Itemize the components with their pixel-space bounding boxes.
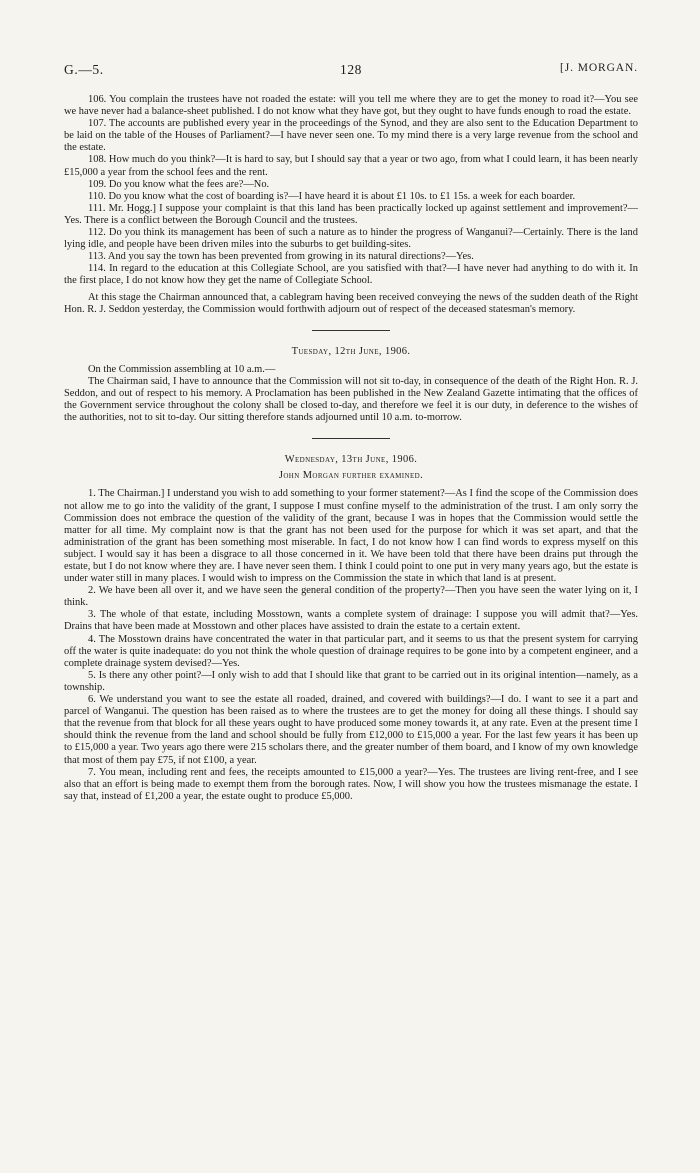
paragraph-q107: 107. The accounts are published every year in the proceedings of the Synod, and they are also sent to the Education Department to be laid on the table of the Houses of Parliament?—I have never seen one. To my mind there is a very large revenue from the school and the estate. — [64, 118, 638, 154]
paragraph-q106: 106. You complain the trustees have not roaded the estate: will you tell me where they are to get the money to road it?—You see we have never had a balance-sheet published. I do not know what they have got, but they ought to have funds enough to road the estate. — [64, 94, 638, 118]
paragraph-q112: 112. Do you think its management has been of such a nature as to hinder the progress of Wanganui?—Certainly. There is the land lying idle, and people have been driven miles into the suburbs to get building-sites. — [64, 227, 638, 251]
section-heading-wednesday: Wednesday, 13th June, 1906. — [284, 454, 418, 466]
adjournment-note: At this stage the Chairman announced that, a cablegram having been received conveying the news of the sudden death of the Right Hon. R. J. Seddon yesterday, the Commission would forthwith adjourn out of respect of the deceased statesman's memory. — [64, 291, 638, 315]
paragraph-q4: 4. The Mosstown drains have concentrated the water in that particular part, and it seems to us that the present system for carrying off the water is quite inadequate: do you not think the whole question of drainage requires to be gone into by a competent engineer, and a complete drainage system devised?—Yes. — [64, 633, 638, 669]
paragraph-assembling: On the Commission assembling at 10 a.m.— — [88, 363, 276, 375]
paragraph-q108: 108. How much do you think?—It is hard to say, but I should say that a year or two ago, from what I could learn, it has been nearly £15,000 a year from the school fees and the rent. — [64, 154, 638, 178]
paragraph-q113: 113. And you say the town has been prevented from growing in its natural directions?—Yes. — [88, 251, 474, 263]
witness-name: [J. MORGAN. — [560, 62, 638, 74]
section-heading-tuesday: Tuesday, 12th June, 1906. — [291, 345, 411, 357]
page-number: 128 — [339, 62, 363, 77]
page-body — [64, 94, 638, 803]
page-header — [64, 62, 638, 80]
paragraph-q2: 2. We have been all over it, and we have seen the general condition of the property?—Then you have seen the water lying on it, I think. — [64, 585, 638, 609]
document-reference: G.—5. — [64, 62, 104, 77]
paragraph-q114: 114. In regard to the education at this Collegiate School, are you satisfied with that?—I have never had anything to do with it. In the first place, I do not know how they get the name of Collegiate School. — [64, 263, 638, 287]
paragraph-q1: 1. The Chairman.] I understand you wish to add something to your former statement?—As I find the scope of the Commission does not allow me to go into the validity of the grant, I suppose I must confine myself to the administration of the trust. I am only sorry the Commission does not embrace the question of the validity of the grant, because I was in hopes that the Commission would settle the matter for all time. My complaint now is that the grant has not been used for the purpose for which it was set apart, and that the administration of the grant has been something most miserable. In fact, I do not know how I can find words to express myself on this subject. I would say it has been a disgrace to all those concerned in it. We have been told that there have been drains put through the estate, but I do not know where they are. I have never seen them. I think I could point to one put in very many years ago, but the estate is under water still in many places. I would wish to impress on the Commission the state in which that land is at present. — [64, 488, 638, 585]
paragraph-q6: 6. We understand you want to see the estate all roaded, drained, and covered with buildings?—I do. I want to see it a part and parcel of Wanganui. The question has been raised as to where the trustees are to get the money for doing all these things. I should say that the revenue from that block for all these years ought to have produced some money towards it, at any rate. Even at the present time I should think the revenue from the land and school should be fully from £12,000 to £15,000 a year. For the last few years it has been up to £15,000 a year. Two years ago there were 215 scholars there, and the greater number of them board, and I know of my own knowledge that most of them pay £75, if not £100, a year. — [64, 694, 638, 766]
section-divider — [312, 438, 390, 439]
paragraph-q5: 5. Is there any other point?—I only wish to add that I should like that grant to be carried out in its original intention—namely, as a township. — [64, 669, 638, 693]
paragraph-q3: 3. The whole of that estate, including Mosstown, wants a complete system of drainage: I suppose you will admit that?—Yes. Drains that have been made at Mosstown and other places have assisted to drain the estate to a certain extent. — [64, 609, 638, 633]
paragraph-q110: 110. Do you know what the cost of boarding is?—I have heard it is about £1 10s. to £1 15s. a week for each boarder. — [88, 190, 576, 202]
paragraph-q109: 109. Do you know what the fees are?—No. — [88, 178, 270, 190]
paragraph-q7: 7. You mean, including rent and fees, the receipts amounted to £15,000 a year?—Yes. The trustees are living rent-free, and I see also that an effort is being made to exempt them from the borough rates. Now, I will show you how the trustees mismanage the estate. I say that, instead of £1,200 a year, the estate ought to produce £5,000. — [64, 766, 638, 802]
paragraph-q111: 111. Mr. Hogg.] I suppose your complaint is that this land has been practically locked up against settlement and improvement?—Yes. There is a conflict between the Borough Council and the trustees. — [64, 202, 638, 226]
section-divider — [312, 330, 390, 331]
witness-subheading: John Morgan further examined. — [278, 470, 424, 482]
paragraph-chairman-announcement: The Chairman said, I have to announce that the Commission will not sit to-day, in consequence of the death of the Right Hon. R. J. Seddon, and out of respect to his memory. A Proclamation has been published in the New Zealand Gazette intimating that the offices of the Government service throughout the colony shall be closed to-day, and therefore we feel it is our duty, in deference to the wishes of the authorities, not to sit to-day. Our sitting therefore stands adjourned until 10 a.m. to-morrow. — [64, 375, 638, 424]
